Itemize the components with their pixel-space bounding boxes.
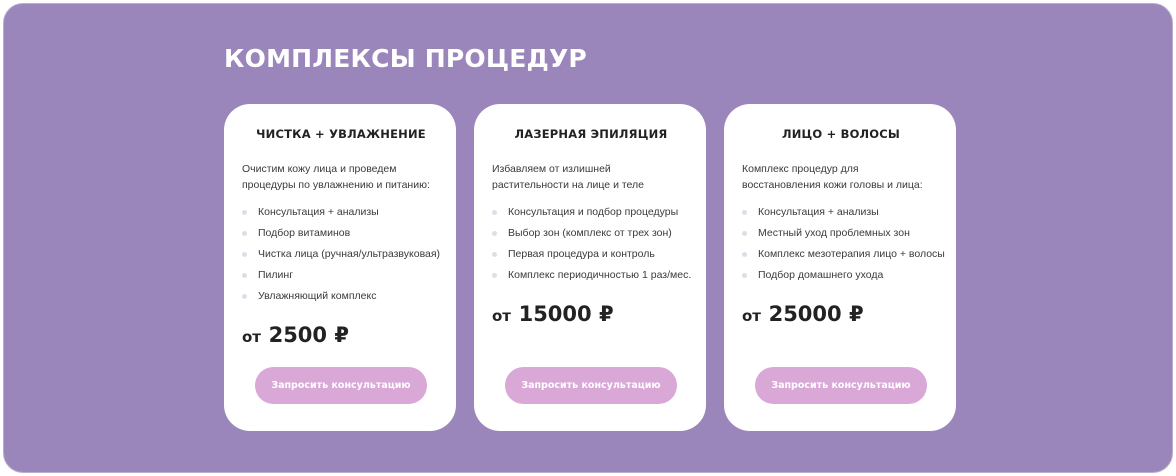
list-item-label: Выбор зон (комплекс от трех зон) <box>508 227 672 239</box>
bullet-dot-icon <box>742 252 747 257</box>
list-item-label: Консультация + анализы <box>758 206 879 218</box>
list-item-label: Местный уход проблемных зон <box>758 227 910 239</box>
card-price <box>742 302 940 326</box>
list-item <box>742 223 940 244</box>
list-item-label: Консультация + анализы <box>258 206 379 218</box>
bullet-dot-icon <box>242 210 247 215</box>
list-item <box>492 202 690 223</box>
list-item-label: Комплекс периодичностью 1 раз/мес. <box>508 269 692 281</box>
card-description: Очистим кожу лица и проведем процедуры по увлажнению и питанию: <box>242 163 430 191</box>
price-prefix: от <box>742 307 761 325</box>
bullet-dot-icon <box>492 273 497 278</box>
bullet-dot-icon <box>492 210 497 215</box>
list-item-label: Подбор витаминов <box>258 227 351 239</box>
card-title: ЛИЦО + ВОЛОСЫ <box>781 127 901 141</box>
list-item-label: Консультация и подбор процедуры <box>508 206 679 218</box>
request-consultation-button[interactable]: Запросить консультацию <box>755 367 927 404</box>
list-item <box>242 223 440 244</box>
card-description: Комплекс процедур для восстановления кожи головы и лица: <box>742 163 923 191</box>
bullet-dot-icon <box>492 252 497 257</box>
bullet-dot-icon <box>742 273 747 278</box>
card-description: Избавляем от излишней растительности на лице и теле <box>492 163 644 191</box>
list-item <box>492 244 690 265</box>
list-item <box>242 244 440 265</box>
list-item-label: Пилинг <box>258 269 294 281</box>
request-consultation-button[interactable]: Запросить консультацию <box>505 367 677 404</box>
list-item-label: Подбор домашнего ухода <box>758 269 884 281</box>
card-cleaning-moisturizing <box>224 104 456 431</box>
cards-row <box>224 104 956 431</box>
card-laser-epilation <box>474 104 706 431</box>
card-title: ЛАЗЕРНАЯ ЭПИЛЯЦИЯ <box>514 127 668 141</box>
list-item <box>242 265 440 286</box>
bullet-dot-icon <box>242 294 247 299</box>
bullet-dot-icon <box>242 273 247 278</box>
list-item <box>492 265 690 286</box>
price-amount: 2500 ₽ <box>268 323 349 347</box>
section-title: КОМПЛЕКСЫ ПРОЦЕДУР <box>224 44 587 73</box>
bullet-dot-icon <box>742 231 747 236</box>
list-item-label: Чистка лица (ручная/ультразвуковая) <box>258 248 441 260</box>
bullet-dot-icon <box>242 231 247 236</box>
card-title: ЧИСТКА + УВЛАЖНЕНИЕ <box>256 127 426 141</box>
list-item <box>742 244 945 265</box>
bullet-dot-icon <box>742 210 747 215</box>
card-face-hair <box>724 104 956 431</box>
bullet-dot-icon <box>242 252 247 257</box>
list-item <box>242 286 440 307</box>
procedures-section <box>3 3 1173 473</box>
card-feature-list <box>742 202 945 286</box>
list-item <box>742 265 940 286</box>
bullet-dot-icon <box>492 231 497 236</box>
card-price <box>492 302 690 326</box>
list-item <box>492 223 690 244</box>
request-consultation-button[interactable]: Запросить консультацию <box>255 367 427 404</box>
list-item-label: Первая процедура и контроль <box>508 248 655 260</box>
list-item <box>242 202 440 223</box>
price-prefix: от <box>492 307 511 325</box>
list-item <box>742 202 940 223</box>
list-item-label: Увлажняющий комплекс <box>258 290 377 302</box>
list-item-label: Комплекс мезотерапия лицо + волосы <box>758 248 945 260</box>
card-price <box>242 323 440 347</box>
price-prefix: от <box>242 328 261 346</box>
price-amount: 25000 ₽ <box>768 302 864 326</box>
card-feature-list <box>242 202 440 307</box>
card-feature-list <box>492 202 690 286</box>
price-amount: 15000 ₽ <box>518 302 614 326</box>
